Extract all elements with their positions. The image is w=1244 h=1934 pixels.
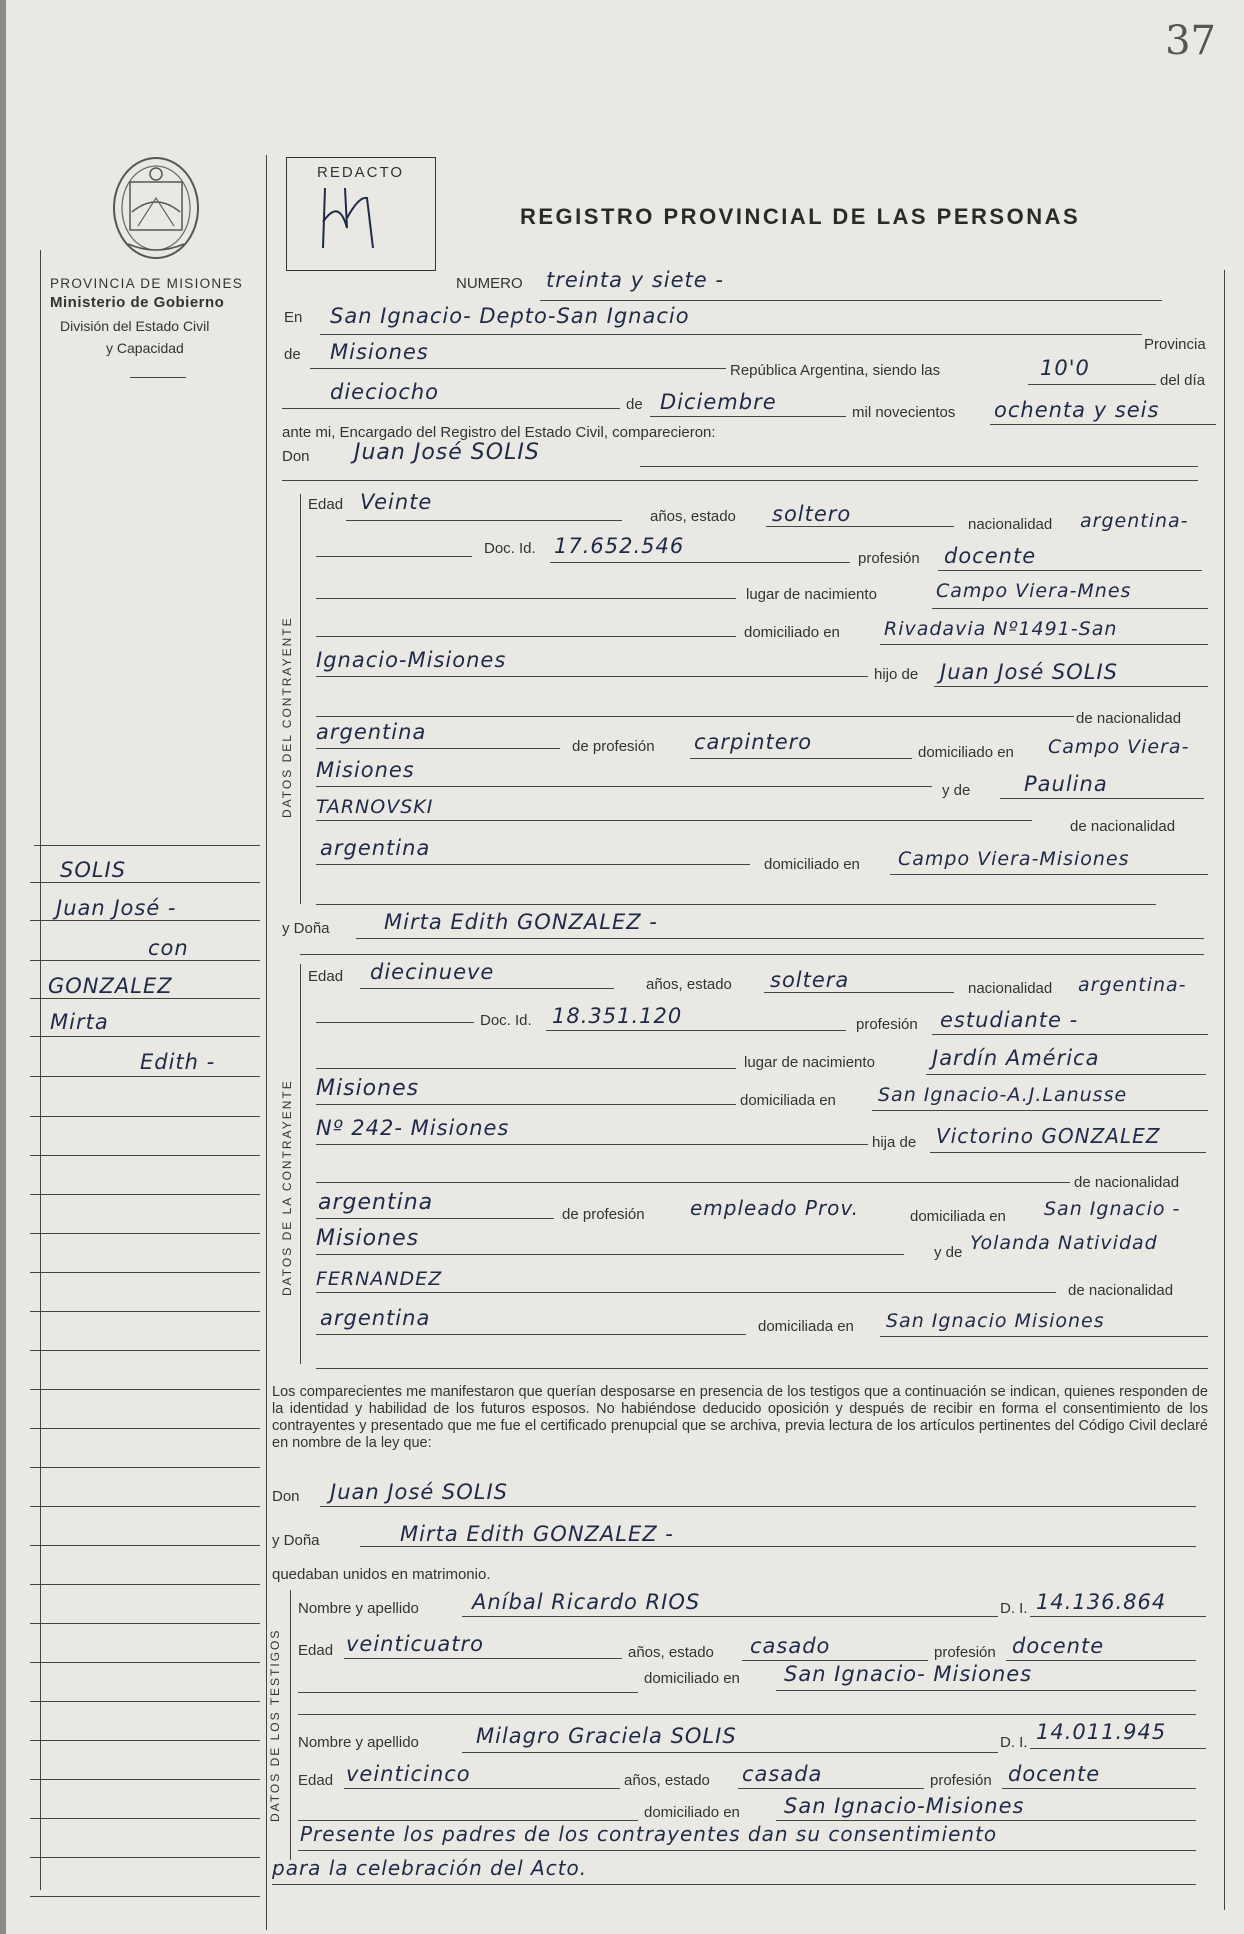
contrayente-nacionalidad: argentina- <box>1080 510 1189 532</box>
profesion-label-2: profesión <box>856 1016 918 1033</box>
hija-label: hija de <box>872 1134 917 1151</box>
mil-label: mil novecientos <box>852 404 956 421</box>
contrayente-madre1: Paulina <box>1024 772 1108 796</box>
decl-don-label: Don <box>272 1488 300 1505</box>
org-line3: División del Estado Civil <box>60 318 210 334</box>
contrayenta-profesion: estudiante - <box>940 1008 1079 1032</box>
section-label-contrayente: DATOS DEL CONTRAYENTE <box>280 616 294 818</box>
contrayente-domicilio1: Rivadavia Nº1491-San <box>884 618 1118 640</box>
hora-value: 10'0 <box>1040 356 1090 380</box>
contrayenta-padre-dom2: Misiones <box>316 1226 420 1251</box>
signature-mark <box>287 158 435 270</box>
nacionalidad-label-2: nacionalidad <box>968 980 1053 997</box>
hijo-label: hijo de <box>874 666 919 683</box>
lugar-value: San Ignacio- Depto-San Ignacio <box>330 304 690 328</box>
margin-rule-line <box>30 1155 260 1156</box>
margin-line6: Edith - <box>140 1050 216 1074</box>
de2-label: de <box>626 396 643 413</box>
margin-line1: SOLIS <box>60 858 127 882</box>
margin-rule-line <box>30 1701 260 1702</box>
margin-rule-line <box>30 1857 260 1858</box>
decl-don: Juan José SOLIS <box>330 1480 509 1504</box>
section-label-contrayenta: DATOS DE LA CONTRAYENTE <box>280 1079 294 1296</box>
t2-profesion: docente <box>1008 1762 1101 1786</box>
contrayente-estado: soltero <box>772 502 852 526</box>
t2-edad-label: Edad <box>298 1772 334 1789</box>
margin-rule-line <box>30 1623 260 1624</box>
margin-rule-line <box>30 1272 260 1273</box>
t2-di-label: D. I. <box>1000 1734 1028 1751</box>
anios-label-2: años, estado <box>646 976 732 993</box>
contrayenta-nombre: Mirta Edith GONZALEZ - <box>384 910 658 934</box>
de-prof-label-2: de profesión <box>562 1206 645 1223</box>
de-label: de <box>284 346 301 363</box>
nota-line1: Presente los padres de los contrayentes dan su consentimiento <box>300 1822 998 1846</box>
dona-label: y Doña <box>282 920 330 937</box>
t1-di-label: D. I. <box>1000 1600 1028 1617</box>
t2-nombre: Milagro Graciela SOLIS <box>476 1724 737 1748</box>
t2-domicilio-label: domiciliado en <box>644 1804 740 1821</box>
contrayente-nombre: Juan José SOLIS <box>354 440 540 465</box>
margin-rule-line <box>30 1740 260 1741</box>
contrayente-padre-dom2: Misiones <box>316 758 415 782</box>
province-emblem-icon <box>108 152 204 264</box>
lugar-nac-label-2: lugar de nacimiento <box>744 1054 875 1071</box>
t2-di: 14.011.945 <box>1036 1720 1167 1744</box>
contrayente-padre-dom1: Campo Viera- <box>1048 736 1190 758</box>
margin-rule-line <box>30 1506 260 1507</box>
decl-dona-label: y Doña <box>272 1532 320 1549</box>
contrayenta-estado: soltera <box>770 968 850 992</box>
domicilio-label-2: domiciliada en <box>740 1092 836 1109</box>
contrayente-padre: Juan José SOLIS <box>940 660 1119 684</box>
margin-rule-line <box>30 1545 260 1546</box>
t2-anios-label: años, estado <box>624 1772 710 1789</box>
margin-rule-line <box>30 1896 260 1897</box>
nota-line2: para la celebración del Acto. <box>272 1856 588 1880</box>
contrayenta-nacionalidad: argentina- <box>1078 974 1187 996</box>
margin-rule-line <box>30 1389 260 1390</box>
lugar-nac-label: lugar de nacimiento <box>746 586 877 603</box>
margin-rule-line <box>30 1350 260 1351</box>
doc-label-2: Doc. Id. <box>480 1012 532 1029</box>
anio-value: ochenta y seis <box>994 398 1160 422</box>
org-line1: PROVINCIA DE MISIONES <box>50 276 244 291</box>
t2-edad: veinticinco <box>346 1762 471 1786</box>
madre-dom-label-2: domiciliada en <box>758 1318 854 1335</box>
margin-rule-line <box>30 1779 260 1780</box>
del-dia-label: del día <box>1160 372 1206 389</box>
t2-nombre-label: Nombre y apellido <box>298 1734 419 1751</box>
t2-domicilio: San Ignacio-Misiones <box>784 1794 1025 1818</box>
margin-rule-line <box>30 1233 260 1234</box>
contrayenta-padre-dom1: San Ignacio - <box>1044 1198 1181 1220</box>
contrayenta-padre: Victorino GONZALEZ <box>936 1124 1161 1148</box>
org-line2: Ministerio de Gobierno <box>50 294 225 311</box>
stamp-label: REDACTO <box>317 164 405 181</box>
declaration-text: Los comparecientes me manifestaron que querían desposarse en presencia de los testigos que a continuación se indican, quienes responden de la identidad y habilidad de los futuros esposos. No habiéndose deducido oposición y después de recibir en forma el consentimiento de los contrayentes y presentado que me fue el certificado prenupcial que se archiva, previa lectura de los artículos pertinentes del Código Civil declaré en nombre de la ley que: <box>272 1384 1208 1451</box>
contrayente-edad: Veinte <box>360 490 433 514</box>
t1-nombre-label: Nombre y apellido <box>298 1600 419 1617</box>
divider <box>130 377 186 378</box>
padre-dom-label-2: domiciliada en <box>910 1208 1006 1225</box>
document-title: REGISTRO PROVINCIAL DE LAS PERSONAS <box>520 204 1081 229</box>
don-label: Don <box>282 448 310 465</box>
left-frame <box>40 250 41 1890</box>
de-nac-label: de nacionalidad <box>1076 710 1182 727</box>
en-label: En <box>284 309 303 326</box>
de-nac-label-2: de nacionalidad <box>1074 1174 1180 1191</box>
margin-rule-line <box>30 1584 260 1585</box>
madre-dom-label: domiciliado en <box>764 856 860 873</box>
contrayente-madre2: TARNOVSKI <box>316 796 434 818</box>
contrayente-doc: 17.652.546 <box>554 534 685 558</box>
margin-line4: GONZALEZ <box>48 974 173 998</box>
t1-di: 14.136.864 <box>1036 1590 1167 1614</box>
contrayente-domicilio2: Ignacio-Misiones <box>316 648 507 672</box>
margin-line5: Mirta <box>50 1010 109 1034</box>
contrayenta-madre1: Yolanda Natividad <box>970 1232 1158 1254</box>
contrayente-padre-prof: carpintero <box>694 730 813 754</box>
t1-profesion: docente <box>1012 1634 1105 1658</box>
redacto-stamp <box>286 157 436 271</box>
t2-profesion-label: profesión <box>930 1772 992 1789</box>
de-nac2-label-2: de nacionalidad <box>1068 1282 1174 1299</box>
center-frame <box>266 155 267 1930</box>
numero-value: treinta y siete - <box>546 268 724 292</box>
numero-label: NUMERO <box>456 275 523 292</box>
edad-label: Edad <box>308 496 344 513</box>
unidos-label: quedaban unidos en matrimonio. <box>272 1566 491 1583</box>
contrayenta-madre-nac: argentina <box>320 1306 431 1330</box>
doc-label: Doc. Id. <box>484 540 536 557</box>
contrayenta-domicilio2: Nº 242- Misiones <box>316 1116 510 1140</box>
decl-dona: Mirta Edith GONZALEZ - <box>400 1522 674 1546</box>
provincia-value: Misiones <box>330 340 429 364</box>
padre-dom-label: domiciliado en <box>918 744 1014 761</box>
org-line4: y Capacidad <box>106 340 184 356</box>
t1-domicilio: San Ignacio- Misiones <box>784 1662 1033 1686</box>
margin-rule-line <box>30 1662 260 1663</box>
page-number: 37 <box>1165 18 1216 64</box>
t1-estado: casado <box>750 1634 831 1658</box>
de-prof-label: de profesión <box>572 738 655 755</box>
contrayente-profesion: docente <box>944 544 1037 568</box>
margin-rule-line <box>30 1311 260 1312</box>
dia-value: dieciocho <box>330 380 440 404</box>
contrayenta-madre-dom: San Ignacio Misiones <box>886 1310 1105 1332</box>
margin-rule-line <box>30 1116 260 1117</box>
t1-edad-label: Edad <box>298 1642 334 1659</box>
t1-anios-label: años, estado <box>628 1644 714 1661</box>
section-label-testigos: DATOS DE LOS TESTIGOS <box>268 1628 282 1822</box>
margin-line3: con <box>148 936 189 960</box>
margin-rule-line <box>30 1467 260 1468</box>
t1-profesion-label: profesión <box>934 1644 996 1661</box>
contrayenta-lugar-nac1: Jardín América <box>932 1046 1100 1070</box>
contrayente-madre-nac: argentina <box>320 836 431 860</box>
t1-edad: veinticuatro <box>346 1632 484 1656</box>
contrayenta-doc: 18.351.120 <box>552 1004 683 1028</box>
margin-rule-line <box>30 1818 260 1819</box>
margin-rule-line <box>30 1428 260 1429</box>
profesion-label: profesión <box>858 550 920 567</box>
page-edge <box>0 0 6 1934</box>
contrayenta-padre-prof: empleado Prov. <box>690 1196 859 1220</box>
contrayenta-edad: diecinueve <box>370 960 495 984</box>
margin-line2: Juan José - <box>56 896 177 920</box>
de-nac2-label: de nacionalidad <box>1070 818 1176 835</box>
provincia-label: Provincia <box>1144 336 1206 353</box>
right-frame <box>1224 270 1225 1910</box>
t2-estado: casada <box>742 1762 823 1786</box>
contrayente-madre-dom: Campo Viera-Misiones <box>898 848 1130 870</box>
edad-label-2: Edad <box>308 968 344 985</box>
contrayenta-madre2: FERNANDEZ <box>316 1268 443 1290</box>
ante-label: ante mi, Encargado del Registro del Estado Civil, comparecieron: <box>282 424 716 441</box>
contrayenta-padre-nac: argentina <box>318 1190 434 1215</box>
mes-value: Diciembre <box>660 390 777 414</box>
t1-domicilio-label: domiciliado en <box>644 1670 740 1687</box>
t1-nombre: Aníbal Ricardo RIOS <box>472 1590 701 1614</box>
y-de-label: y de <box>942 782 971 799</box>
domicilio-label: domiciliado en <box>744 624 840 641</box>
y-de-label-2: y de <box>934 1244 963 1261</box>
republica-label: República Argentina, siendo las <box>730 362 941 379</box>
contrayenta-lugar-nac2: Misiones <box>316 1076 420 1101</box>
contrayente-padre-nac: argentina <box>316 720 427 744</box>
contrayenta-domicilio1: San Ignacio-A.J.Lanusse <box>878 1084 1128 1106</box>
margin-rule-line <box>30 1194 260 1195</box>
anios-label: años, estado <box>650 508 736 525</box>
nacionalidad-label: nacionalidad <box>968 516 1053 533</box>
contrayente-lugar-nac: Campo Viera-Mnes <box>936 580 1132 602</box>
